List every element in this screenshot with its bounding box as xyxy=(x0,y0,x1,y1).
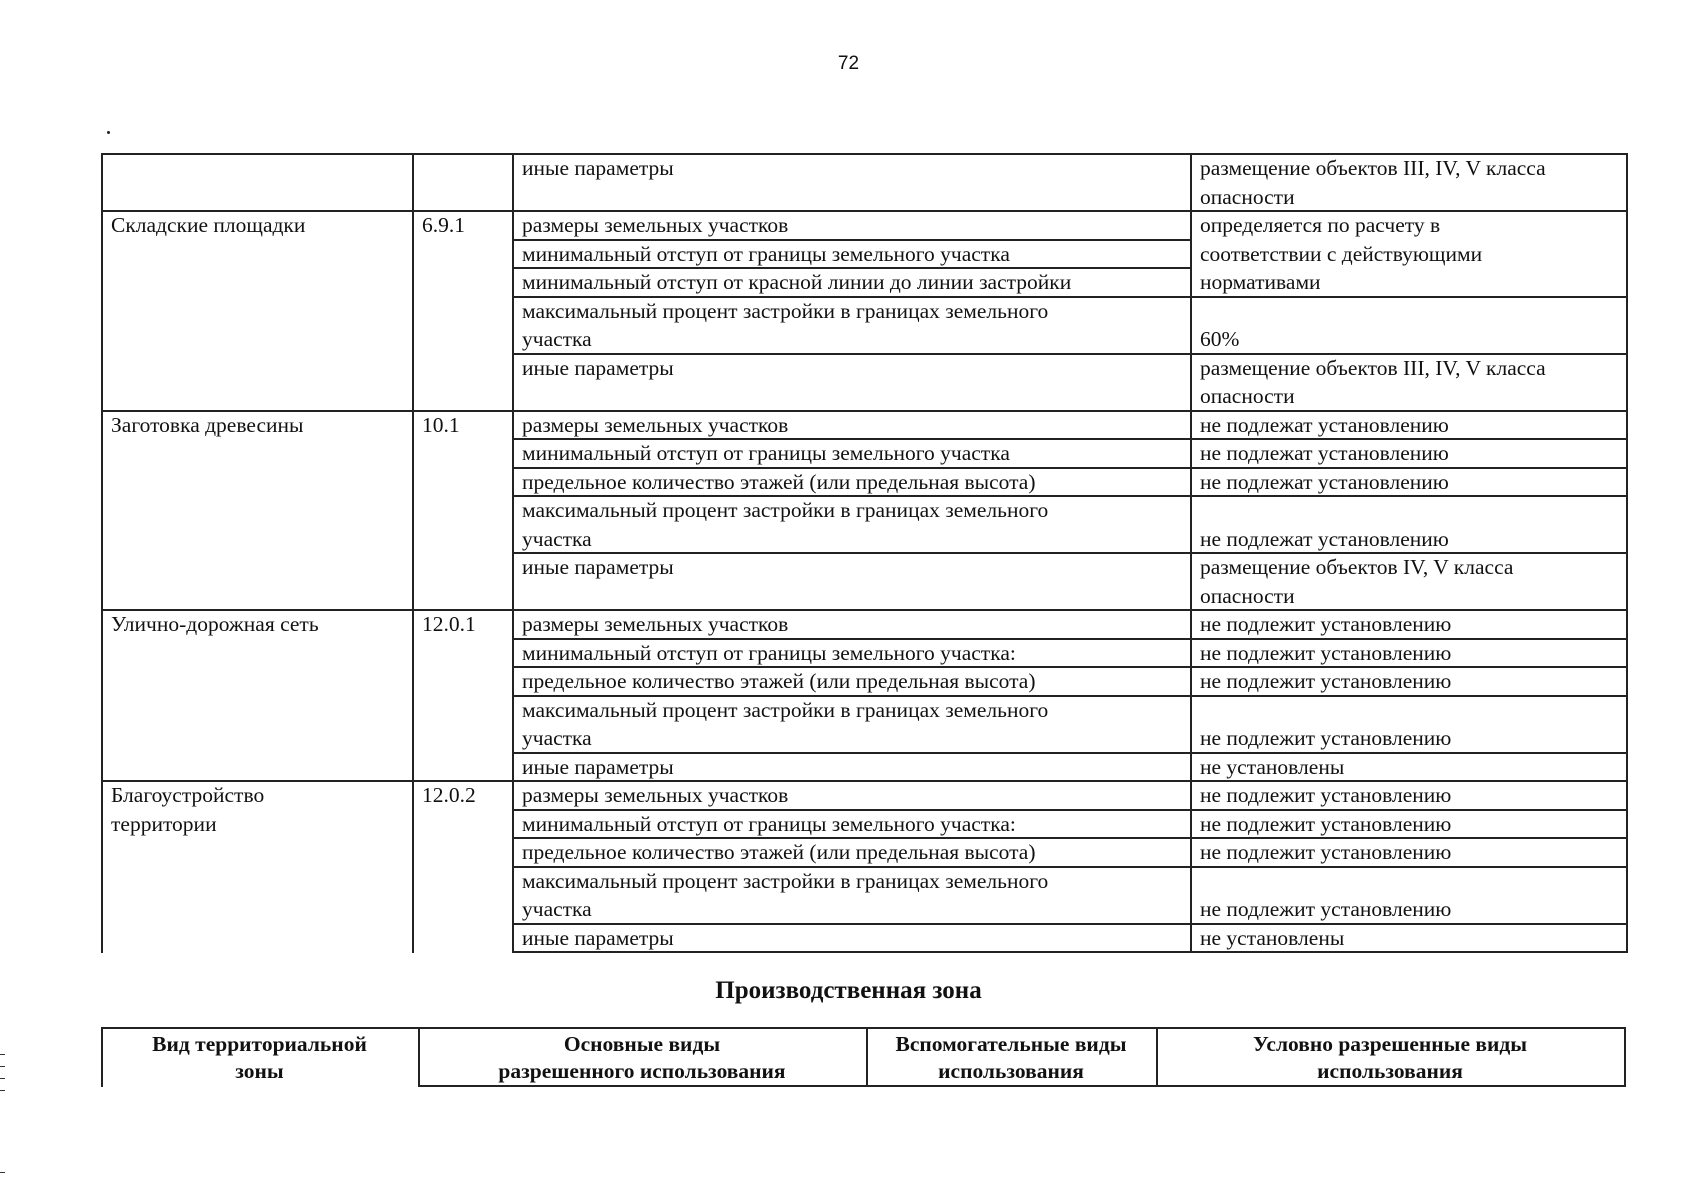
table-rule xyxy=(412,210,414,412)
parameter-value: не установлены xyxy=(1200,754,1345,779)
table-rule xyxy=(512,410,514,612)
parameter-name: размеры земельных участков xyxy=(522,213,789,237)
header-cell: Вспомогательные виды xyxy=(895,1032,1127,1056)
section-title: Производственная зона xyxy=(715,977,982,1004)
margin-tick xyxy=(0,1090,5,1091)
parameter-value: не подлежит установлению xyxy=(1200,811,1452,836)
parameter-name: размеры земельных участков xyxy=(522,783,789,807)
parameter-name: иные параметры xyxy=(522,925,674,950)
margin-tick xyxy=(0,1066,5,1067)
table-rule xyxy=(512,609,514,782)
table-rule xyxy=(1190,780,1192,953)
parameter-value: не подлежит установлению xyxy=(1200,612,1452,636)
table-rule xyxy=(101,153,103,212)
parameter-name: предельное количество этажей (или предельная высота) xyxy=(522,669,1036,693)
group-code: 12.0.2 xyxy=(422,783,476,807)
parameter-value: опасности xyxy=(1200,583,1295,608)
header-cell: использования xyxy=(938,1059,1084,1083)
margin-tick xyxy=(0,1054,5,1055)
table-rule xyxy=(101,1027,1626,1029)
parameter-name: размеры земельных участков xyxy=(522,612,789,636)
parameter-value: нормативами xyxy=(1200,270,1321,294)
parameter-value: опасности xyxy=(1200,184,1295,209)
parameter-value: не подлежат установлению xyxy=(1200,441,1449,465)
parameter-value: размещение объектов III, IV, V класса xyxy=(1200,355,1546,380)
table-rule xyxy=(101,780,103,953)
table-rule xyxy=(412,410,414,612)
parameter-name: участка xyxy=(522,327,592,351)
group-name: Благоустройство xyxy=(111,783,265,807)
scan-dot xyxy=(107,131,110,134)
parameter-value: не подлежит установлению xyxy=(1200,726,1452,750)
parameter-name: иные параметры xyxy=(522,555,674,579)
parameter-value: не подлежит установлению xyxy=(1200,783,1452,807)
table-rule xyxy=(1624,1027,1626,1087)
table-rule xyxy=(412,609,414,782)
parameter-name: участка xyxy=(522,726,592,750)
table-rule xyxy=(512,951,1628,953)
header-cell: Условно разрешенные виды xyxy=(1252,1032,1528,1056)
parameter-name: иные параметры xyxy=(522,754,674,779)
table-rule xyxy=(512,153,514,212)
parameter-value: размещение объектов III, IV, V класса xyxy=(1200,156,1546,180)
parameter-name: минимальный отступ от границы земельного участка: xyxy=(522,811,1016,836)
table-rule xyxy=(1626,410,1628,612)
table-rule xyxy=(418,1085,1626,1087)
table-rule xyxy=(1190,609,1192,782)
parameter-name: иные параметры xyxy=(522,355,674,380)
parameter-value: размещение объектов IV, V класса xyxy=(1200,555,1514,579)
margin-tick xyxy=(0,1078,5,1079)
table-rule xyxy=(1190,153,1192,212)
parameter-name: участка xyxy=(522,897,592,921)
parameter-name: минимальный отступ от красной линии до линии застройки xyxy=(522,270,1072,294)
group-code: 6.9.1 xyxy=(422,213,465,237)
table-rule xyxy=(512,780,514,953)
parameter-value: не подлежат установлению xyxy=(1200,469,1449,494)
header-cell: Вид территориальной xyxy=(152,1032,367,1056)
parameter-name: предельное количество этажей (или предельная высота) xyxy=(522,469,1036,494)
page-number: 72 xyxy=(837,53,860,74)
parameter-value: 60% xyxy=(1200,327,1240,351)
table-rule xyxy=(512,923,1628,925)
table-rule xyxy=(1626,210,1628,412)
parameter-value: не подлежит установлению xyxy=(1200,640,1452,665)
header-cell: Основные виды xyxy=(563,1032,721,1056)
group-code: 12.0.1 xyxy=(422,612,476,636)
group-name: Складские площадки xyxy=(111,213,306,237)
parameter-name: максимальный процент застройки в границах земельного xyxy=(522,697,1049,722)
parameter-name: иные параметры xyxy=(522,156,674,180)
table-rule xyxy=(101,410,103,612)
parameter-value: определяется по расчету в xyxy=(1200,213,1441,237)
group-name: территории xyxy=(111,811,217,836)
parameter-value: не установлены xyxy=(1200,925,1345,950)
header-cell: разрешенного использования xyxy=(498,1059,786,1083)
table-rule xyxy=(512,210,514,412)
table-rule xyxy=(512,752,1628,754)
table-rule xyxy=(101,210,103,412)
table-rule xyxy=(1626,780,1628,953)
table-rule xyxy=(1626,153,1628,212)
table-rule xyxy=(1190,210,1192,412)
parameter-name: предельное количество этажей (или предельная высота) xyxy=(522,840,1036,864)
parameter-value: не подлежит установлению xyxy=(1200,669,1452,693)
parameter-value: соответствии с действующими xyxy=(1200,241,1483,266)
parameter-name: участка xyxy=(522,526,592,551)
parameter-name: минимальный отступ от границы земельного участка xyxy=(522,241,1010,266)
parameter-value: не подлежат установлению xyxy=(1200,526,1449,551)
parameter-name: минимальный отступ от границы земельного участка xyxy=(522,441,1010,465)
group-name: Улично-дорожная сеть xyxy=(111,612,319,636)
parameter-value: не подлежит установлению xyxy=(1200,897,1452,921)
parameter-name: максимальный процент застройки в границах земельного xyxy=(522,498,1049,522)
header-cell: зоны xyxy=(235,1059,284,1083)
parameter-value: не подлежат установлению xyxy=(1200,412,1449,437)
table-rule xyxy=(412,780,414,953)
group-code: 10.1 xyxy=(422,412,460,437)
parameter-name: максимальный процент застройки в границах земельного xyxy=(522,868,1049,893)
table-rule xyxy=(1626,609,1628,782)
table-rule xyxy=(101,609,103,782)
parameter-value: опасности xyxy=(1200,384,1295,408)
parameter-name: минимальный отступ от границы земельного участка: xyxy=(522,640,1016,665)
table-rule xyxy=(1190,410,1192,612)
parameter-value: не подлежит установлению xyxy=(1200,840,1452,864)
parameter-name: размеры земельных участков xyxy=(522,412,789,437)
margin-tick xyxy=(0,1172,5,1173)
table-rule xyxy=(412,153,414,212)
parameter-name: максимальный процент застройки в границах земельного xyxy=(522,298,1049,323)
group-name: Заготовка древесины xyxy=(111,412,304,437)
header-cell: использования xyxy=(1317,1059,1463,1083)
